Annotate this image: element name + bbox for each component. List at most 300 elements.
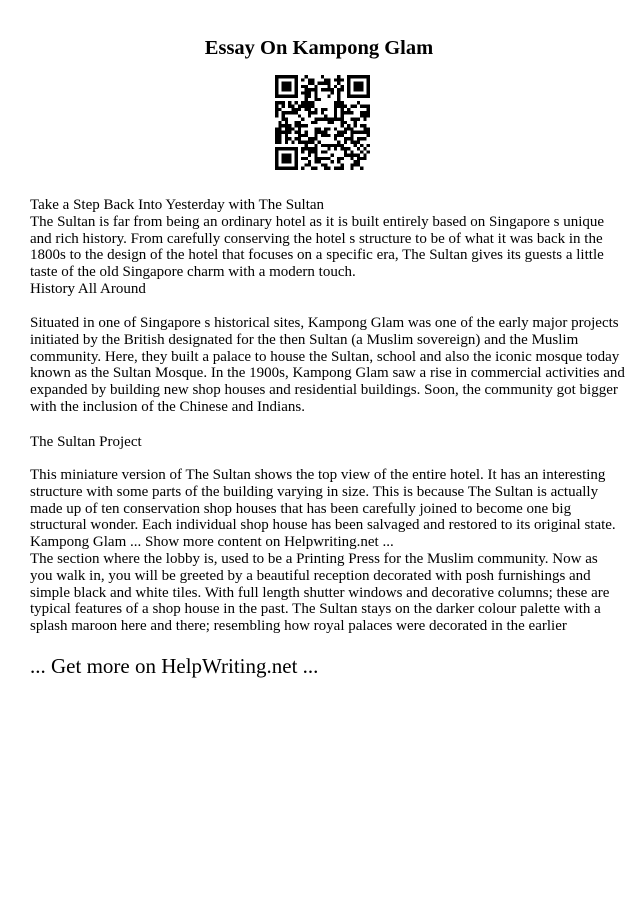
qr-module <box>275 78 278 81</box>
text-line: community. Here, they built a palace to house the Sultan, school and also the iconic mosque today <box>30 348 620 365</box>
qr-module <box>360 167 363 170</box>
qr-module <box>350 154 353 157</box>
text-line: Situated in one of Singapore s historical sites, Kampong Glam was one of the early major projects <box>30 315 619 331</box>
show-more-link[interactable]: Kampong Glam ... Show more content on Helpwriting.net ... <box>30 534 394 551</box>
qr-module <box>301 167 304 170</box>
qr-module <box>295 137 298 140</box>
qr-module <box>331 118 334 121</box>
text-line: The section where the lobby is, used to be a Printing Press for the Muslim community. Now as <box>30 550 598 567</box>
qr-module <box>311 141 314 144</box>
qr-module <box>308 82 311 85</box>
qr-module <box>282 154 285 157</box>
qr-module <box>324 144 327 147</box>
qr-module <box>318 127 321 130</box>
qr-module <box>298 134 301 137</box>
qr-module <box>275 95 278 98</box>
qr-module <box>278 95 281 98</box>
qr-module <box>347 95 350 98</box>
qr-module <box>291 95 294 98</box>
qr-module <box>337 75 340 78</box>
qr-module <box>304 144 307 147</box>
qr-module <box>357 154 360 157</box>
qr-module <box>282 95 285 98</box>
qr-module <box>301 118 304 121</box>
qr-module <box>363 157 366 160</box>
qr-module <box>314 95 317 98</box>
qr-module <box>282 101 285 104</box>
qr-module <box>288 147 291 150</box>
qr-module <box>311 78 314 81</box>
qr-module <box>311 88 314 91</box>
qr-module <box>363 131 366 134</box>
qr-module <box>360 150 363 153</box>
qr-module <box>337 104 340 107</box>
qr-module <box>298 121 301 124</box>
qr-module <box>331 121 334 124</box>
qr-module <box>341 157 344 160</box>
qr-module <box>360 144 363 147</box>
qr-module <box>285 160 288 163</box>
qr-module <box>357 75 360 78</box>
qr-module <box>334 114 337 117</box>
qr-module <box>282 147 285 150</box>
qr-module <box>354 104 357 107</box>
qr-module <box>314 144 317 147</box>
qr-module <box>357 95 360 98</box>
qr-module <box>282 131 285 134</box>
qr-module <box>295 85 298 88</box>
qr-module <box>295 124 298 127</box>
qr-module <box>318 98 321 101</box>
qr-module <box>301 141 304 144</box>
qr-module <box>288 88 291 91</box>
qr-module <box>282 82 285 85</box>
qr-module <box>282 124 285 127</box>
qr-module <box>337 82 340 85</box>
text-line: simple black and white tiles. With full length shutter windows and decorative columns; these are <box>30 584 610 601</box>
qr-module <box>314 118 317 121</box>
qr-module <box>314 85 317 88</box>
qr-module <box>344 127 347 130</box>
qr-module <box>347 137 350 140</box>
qr-module <box>324 127 327 130</box>
text-line: you walk in, you will be greeted by a beautiful reception decorated with posh furnishings and <box>30 567 591 584</box>
qr-module <box>321 82 324 85</box>
qr-module <box>288 101 291 104</box>
qr-module <box>357 82 360 85</box>
qr-module <box>301 150 304 153</box>
qr-module <box>282 160 285 163</box>
qr-module <box>337 141 340 144</box>
qr-module <box>278 147 281 150</box>
qr-module <box>367 114 370 117</box>
get-more-link[interactable]: ... Get more on HelpWriting.net ... <box>30 654 319 678</box>
qr-module <box>324 78 327 81</box>
qr-module <box>304 134 307 137</box>
qr-module <box>282 75 285 78</box>
qr-module <box>360 111 363 114</box>
text-line: 1800s to the design of the hotel that focuses on a specific era, The Sultan gives its guests a little <box>30 247 604 264</box>
qr-module <box>337 101 340 104</box>
qr-module <box>347 85 350 88</box>
qr-module <box>324 88 327 91</box>
qr-module <box>324 82 327 85</box>
qr-module <box>318 118 321 121</box>
qr-module <box>334 108 337 111</box>
qr-module <box>288 124 291 127</box>
qr-module <box>367 85 370 88</box>
qr-module <box>354 131 357 134</box>
qr-module <box>285 121 288 124</box>
qr-module <box>357 85 360 88</box>
qr-module <box>367 108 370 111</box>
qr-module <box>308 150 311 153</box>
qr-module <box>275 82 278 85</box>
qr-module <box>350 131 353 134</box>
qr-module <box>331 144 334 147</box>
qr-module <box>314 154 317 157</box>
qr-module <box>285 88 288 91</box>
qr-module <box>321 144 324 147</box>
qr-module <box>350 104 353 107</box>
qr-module <box>311 111 314 114</box>
qr-module <box>275 157 278 160</box>
qr-module <box>298 127 301 130</box>
qr-module <box>314 88 317 91</box>
qr-module <box>367 127 370 130</box>
qr-module <box>331 154 334 157</box>
qr-module <box>350 75 353 78</box>
qr-module <box>354 154 357 157</box>
qr-module <box>308 114 311 117</box>
qr-module <box>291 141 294 144</box>
qr-module <box>285 75 288 78</box>
qr-module <box>321 88 324 91</box>
qr-module <box>344 147 347 150</box>
qr-module <box>308 111 311 114</box>
qr-module <box>304 104 307 107</box>
qr-module <box>295 111 298 114</box>
qr-module <box>295 108 298 111</box>
qr-module <box>318 157 321 160</box>
qr-module <box>295 75 298 78</box>
qr-module <box>334 85 337 88</box>
qr-module <box>291 108 294 111</box>
qr-module <box>357 147 360 150</box>
qr-module <box>350 95 353 98</box>
qr-module <box>285 167 288 170</box>
qr-module <box>341 111 344 114</box>
text-line: This miniature version of The Sultan shows the top view of the entire hotel. It has an interesting <box>30 467 606 483</box>
text-line: splash maroon here and there; resembling how royal palaces were decorated in the earlier <box>30 618 567 635</box>
qr-module <box>314 157 317 160</box>
qr-module <box>295 167 298 170</box>
qr-module <box>347 78 350 81</box>
qr-module <box>304 108 307 111</box>
qr-module <box>318 82 321 85</box>
qr-module <box>347 75 350 78</box>
qr-module <box>331 88 334 91</box>
qr-module <box>295 78 298 81</box>
qr-module <box>285 124 288 127</box>
qr-module <box>334 137 337 140</box>
qr-module <box>295 82 298 85</box>
qr-module <box>308 95 311 98</box>
qr-module <box>295 121 298 124</box>
qr-module <box>301 147 304 150</box>
qr-module <box>344 104 347 107</box>
qr-module <box>350 163 353 166</box>
qr-module <box>341 134 344 137</box>
qr-module <box>341 147 344 150</box>
qr-module <box>337 167 340 170</box>
qr-module <box>311 82 314 85</box>
qr-module <box>308 88 311 91</box>
qr-module <box>288 157 291 160</box>
qr-module <box>360 131 363 134</box>
qr-module <box>311 137 314 140</box>
qr-module <box>344 150 347 153</box>
qr-module <box>341 108 344 111</box>
qr-module <box>275 114 278 117</box>
qr-module <box>304 141 307 144</box>
qr-module <box>324 114 327 117</box>
qr-module <box>308 163 311 166</box>
text-line: The Sultan is far from being an ordinary hotel as it is built entirely based on Singapore s unique <box>30 213 605 230</box>
qr-module <box>278 121 281 124</box>
qr-module <box>314 91 317 94</box>
qr-module <box>321 131 324 134</box>
text-line: made up of ten conservation shop houses that has been carefully joined to become one big <box>30 500 572 517</box>
qr-module <box>334 118 337 121</box>
qr-module <box>347 154 350 157</box>
qr-module <box>301 101 304 104</box>
qr-module <box>324 157 327 160</box>
qr-module <box>308 101 311 104</box>
qr-module <box>311 104 314 107</box>
qr-module <box>314 137 317 140</box>
qr-module <box>275 104 278 107</box>
qr-module <box>278 75 281 78</box>
qr-module <box>275 111 278 114</box>
qr-module <box>360 95 363 98</box>
qr-module <box>278 167 281 170</box>
text-line: taste of the old Singapore charm with a modern touch. <box>30 264 356 281</box>
qr-module <box>275 88 278 91</box>
qr-module <box>282 104 285 107</box>
qr-module <box>275 134 278 137</box>
qr-module <box>311 101 314 104</box>
qr-module <box>334 104 337 107</box>
qr-module <box>327 157 330 160</box>
qr-module <box>354 163 357 166</box>
qr-module <box>344 154 347 157</box>
qr-module <box>327 144 330 147</box>
qr-module <box>334 134 337 137</box>
qr-module <box>275 108 278 111</box>
qr-module <box>288 82 291 85</box>
qr-module <box>357 141 360 144</box>
qr-module <box>295 95 298 98</box>
qr-module <box>285 127 288 130</box>
qr-module <box>350 111 353 114</box>
qr-module <box>327 82 330 85</box>
qr-module <box>295 163 298 166</box>
qr-module <box>278 108 281 111</box>
qr-module <box>275 131 278 134</box>
qr-module <box>308 78 311 81</box>
qr-module <box>321 163 324 166</box>
qr-module <box>331 91 334 94</box>
qr-module <box>308 104 311 107</box>
qr-module <box>337 157 340 160</box>
qr-module <box>321 111 324 114</box>
qr-module <box>285 154 288 157</box>
qr-module <box>291 167 294 170</box>
qr-module <box>304 147 307 150</box>
qr-module <box>341 167 344 170</box>
qr-module <box>291 127 294 130</box>
qr-module <box>327 134 330 137</box>
qr-module <box>334 101 337 104</box>
qr-module <box>291 75 294 78</box>
text-line: structural wonder. Each individual shop house has been salvaged and restored to its original state. <box>30 517 616 534</box>
text-line: typical features of a shop house in the past. The Sultan stays on the darker colour palette with a <box>30 601 601 618</box>
qr-module <box>314 150 317 153</box>
qr-module <box>288 160 291 163</box>
qr-module <box>327 121 330 124</box>
qr-module <box>360 85 363 88</box>
qr-module <box>341 144 344 147</box>
qr-module <box>285 131 288 134</box>
qr-module <box>288 104 291 107</box>
qr-module <box>347 147 350 150</box>
qr-module <box>304 98 307 101</box>
qr-module <box>295 91 298 94</box>
qr-module <box>301 104 304 107</box>
qr-module <box>308 137 311 140</box>
qr-module <box>275 137 278 140</box>
qr-module <box>301 85 304 88</box>
qr-module <box>278 124 281 127</box>
qr-module <box>275 91 278 94</box>
qr-module <box>275 85 278 88</box>
qr-module <box>341 85 344 88</box>
qr-module <box>308 160 311 163</box>
qr-module <box>367 150 370 153</box>
qr-module <box>288 167 291 170</box>
qr-module <box>354 124 357 127</box>
qr-module <box>354 85 357 88</box>
qr-module <box>363 154 366 157</box>
qr-module <box>295 157 298 160</box>
qr-module <box>341 88 344 91</box>
qr-module <box>324 150 327 153</box>
qr-module <box>314 134 317 137</box>
qr-module <box>363 95 366 98</box>
qr-module <box>285 82 288 85</box>
qr-module <box>275 101 278 104</box>
qr-module <box>291 147 294 150</box>
qr-module <box>321 118 324 121</box>
qr-module <box>357 88 360 91</box>
qr-module <box>304 88 307 91</box>
section-history <box>30 315 625 416</box>
qr-module <box>295 101 298 104</box>
qr-module <box>304 163 307 166</box>
qr-module <box>354 75 357 78</box>
qr-module <box>308 147 311 150</box>
qr-module <box>337 88 340 91</box>
qr-module <box>334 147 337 150</box>
text-line: structure with some parts of the building varying in size. This is because The Sultan is actually <box>30 483 599 500</box>
qr-module <box>304 157 307 160</box>
qr-module <box>350 157 353 160</box>
qr-module <box>298 108 301 111</box>
qr-module <box>308 154 311 157</box>
qr-module <box>285 95 288 98</box>
qr-module <box>350 167 353 170</box>
qr-module <box>321 108 324 111</box>
qr-module <box>291 111 294 114</box>
qr-module <box>288 75 291 78</box>
qr-module <box>334 111 337 114</box>
qr-module <box>288 85 291 88</box>
qr-module <box>357 163 360 166</box>
qr-module <box>275 154 278 157</box>
qr-module <box>275 127 278 130</box>
qr-module <box>360 124 363 127</box>
qr-module <box>360 82 363 85</box>
qr-module <box>367 78 370 81</box>
qr-module <box>324 134 327 137</box>
qr-module <box>301 124 304 127</box>
qr-module <box>304 95 307 98</box>
qr-module <box>363 127 366 130</box>
qr-module <box>350 150 353 153</box>
qr-module <box>363 75 366 78</box>
qr-module <box>288 154 291 157</box>
qr-module <box>282 85 285 88</box>
qr-module <box>334 167 337 170</box>
qr-module <box>327 147 330 150</box>
qr-module <box>304 101 307 104</box>
qr-module <box>321 157 324 160</box>
qr-module <box>363 104 366 107</box>
qr-module <box>311 147 314 150</box>
qr-module <box>298 114 301 117</box>
text-line: and rich history. From carefully conserving the hotel s structure to be of what it was back in the <box>30 230 603 247</box>
qr-module <box>363 114 366 117</box>
qr-module <box>360 88 363 91</box>
qr-module <box>347 88 350 91</box>
section-intro <box>30 197 604 298</box>
qr-module <box>285 111 288 114</box>
qr-module <box>324 118 327 121</box>
qr-module <box>344 131 347 134</box>
qr-module <box>331 160 334 163</box>
qr-module <box>334 144 337 147</box>
qr-module <box>367 82 370 85</box>
qr-module <box>314 121 317 124</box>
qr-module <box>285 134 288 137</box>
qr-module <box>367 88 370 91</box>
qr-module <box>304 124 307 127</box>
qr-module <box>327 118 330 121</box>
qr-module <box>327 85 330 88</box>
qr-module <box>285 118 288 121</box>
qr-module <box>304 131 307 134</box>
